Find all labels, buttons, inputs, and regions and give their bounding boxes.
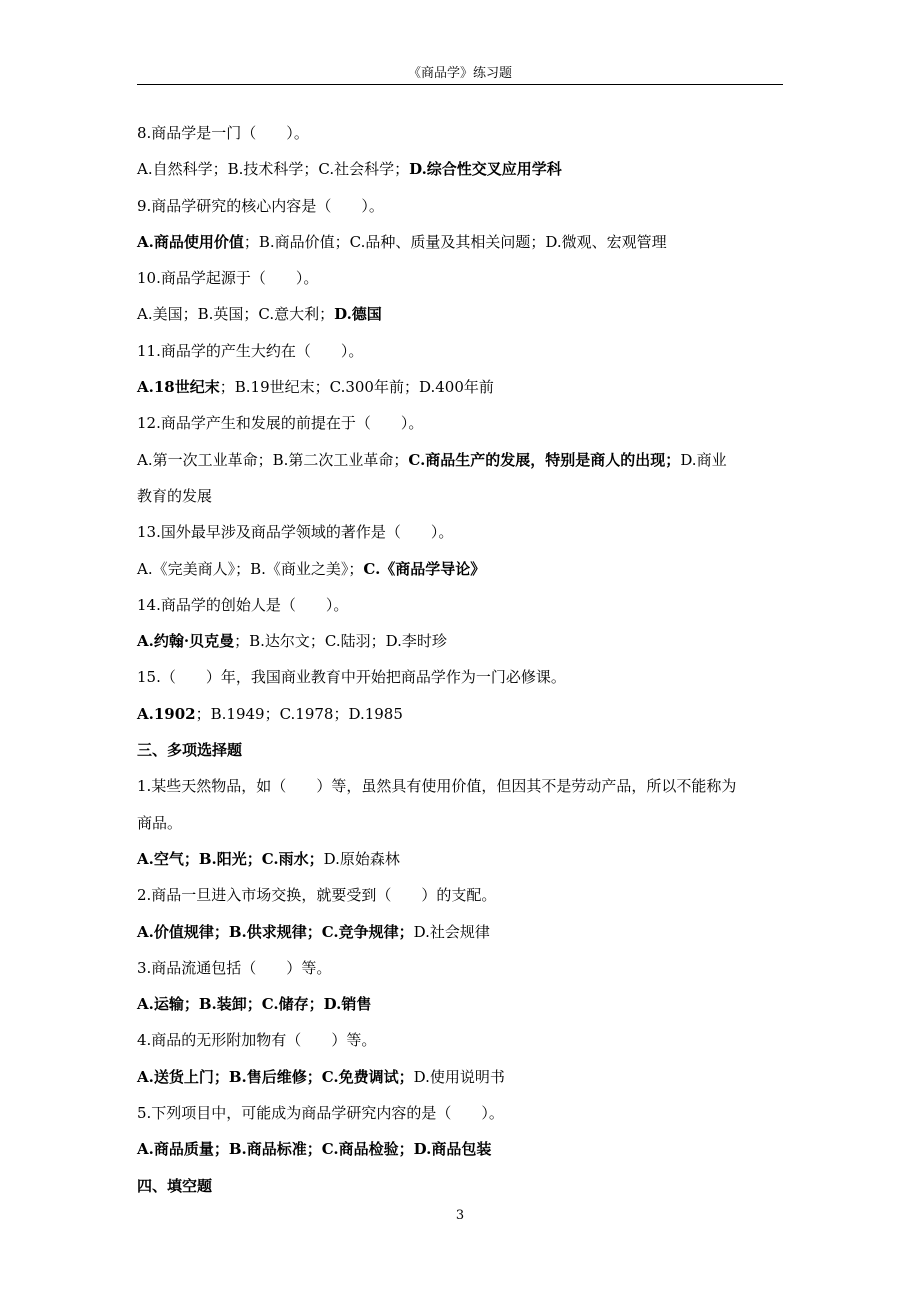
answer-options-line <box>137 1059 787 1095</box>
text-segment: D.商业 <box>680 450 727 469</box>
bold-answer-text: A.价值规律；B.供求规律；C.竞争规律； <box>137 922 414 941</box>
text-segment: ；B.19世纪末；C.300年前；D.400年前 <box>219 378 494 397</box>
question-line <box>137 405 787 441</box>
bold-answer-text: D.德国 <box>334 305 382 324</box>
bold-answer-text: A.1902 <box>137 704 196 723</box>
text-segment: 15.（ ）年，我国商业教育中开始把商品学作为一门必修课。 <box>137 668 566 687</box>
answer-options-line <box>137 1131 787 1167</box>
question-line <box>137 1022 787 1058</box>
text-segment: 2.商品一旦进入市场交换，就要受到（ ）的支配。 <box>137 886 497 905</box>
text-segment: 11.商品学的产生大约在（ ）。 <box>137 341 364 360</box>
text-segment: A.第一次工业革命；B.第二次工业革命； <box>137 450 409 469</box>
bold-answer-text: A.18世纪末 <box>137 378 220 397</box>
text-segment: A.《完美商人》；B.《商业之美》； <box>137 559 364 578</box>
answer-options-line <box>137 478 787 514</box>
answer-options-line <box>137 914 787 950</box>
question-line <box>137 188 787 224</box>
text-segment: 4.商品的无形附加物有（ ）等。 <box>137 1031 377 1050</box>
text-segment: A.美国；B.英国；C.意大利； <box>137 305 335 324</box>
bold-answer-text: D.综合性交叉应用学科 <box>409 160 562 179</box>
page-number: 3 <box>455 1208 465 1223</box>
text-segment: A.自然科学；B.技术科学；C.社会科学； <box>137 160 410 179</box>
text-segment: D.使用说明书 <box>413 1067 505 1086</box>
text-segment: 12.商品学产生和发展的前提在于（ ）。 <box>137 414 424 433</box>
text-segment: ；B.商品价值；C.品种、质量及其相关问题；D.微观、宏观管理 <box>243 232 667 251</box>
bold-answer-text: C.商品生产的发展，特别是商人的出现； <box>408 450 681 469</box>
answer-options-line <box>137 442 787 478</box>
question-line <box>137 950 787 986</box>
text-segment: D.原始森林 <box>323 849 400 868</box>
question-line <box>137 514 787 550</box>
text-segment: 5.下列项目中，可能成为商品学研究内容的是（ ）。 <box>137 1104 504 1123</box>
question-line <box>137 260 787 296</box>
question-line <box>137 115 787 151</box>
text-segment: 13.国外最早涉及商品学领域的著作是（ ）。 <box>137 523 454 542</box>
bold-answer-text: A.商品质量；B.商品标准；C.商品检验；D.商品包装 <box>137 1140 492 1159</box>
text-segment: 商品。 <box>137 813 183 832</box>
bold-answer-text: A.约翰·贝克曼 <box>137 632 235 651</box>
bold-answer-text: 三、多项选择题 <box>137 741 243 760</box>
text-segment: 8.商品学是一门（ ）。 <box>137 124 309 142</box>
text-segment: 10.商品学起源于（ ）。 <box>137 269 319 288</box>
text-segment: 14.商品学的创始人是（ ）。 <box>137 595 349 614</box>
answer-options-line <box>137 986 787 1022</box>
bold-answer-text: A.送货上门；B.售后维修；C.免费调试； <box>137 1067 414 1086</box>
bold-answer-text: A.商品使用价值 <box>137 232 244 251</box>
page-header-title: 《商品学》练习题 <box>407 66 512 81</box>
answer-options-line <box>137 696 787 732</box>
text-segment: ；B.1949；C.1978；D.1985 <box>195 704 403 723</box>
text-segment: D.社会规律 <box>413 922 490 941</box>
question-line <box>137 768 787 804</box>
question-line <box>137 877 787 913</box>
question-line <box>137 587 787 623</box>
section-heading <box>137 1168 787 1204</box>
answer-options-line <box>137 551 787 587</box>
header-divider <box>137 84 783 85</box>
answer-options-line <box>137 841 787 877</box>
section-heading <box>137 732 787 768</box>
question-line <box>137 1095 787 1131</box>
text-segment: 3.商品流通包括（ ）等。 <box>137 958 332 977</box>
bold-answer-text: A.空气；B.阳光；C.雨水； <box>137 849 324 868</box>
text-segment: 教育的发展 <box>137 486 213 505</box>
answer-options-line <box>137 296 787 332</box>
question-line <box>137 659 787 695</box>
answer-options-line <box>137 151 787 187</box>
answer-options-line <box>137 623 787 659</box>
question-line <box>137 333 787 369</box>
text-segment: 9.商品学研究的核心内容是（ ）。 <box>137 196 384 215</box>
text-segment: ；B.达尔文；C.陆羽；D.李时珍 <box>234 632 447 651</box>
bold-answer-text: 四、填空题 <box>137 1176 213 1195</box>
bold-answer-text: C.《商品学导论》 <box>363 559 486 578</box>
question-line <box>137 805 787 841</box>
bold-answer-text: A.运输；B.装卸；C.储存；D.销售 <box>137 995 372 1014</box>
text-segment: 1.某些天然物品，如（ ）等，虽然具有使用价值，但因其不是劳动产品，所以不能称为 <box>137 777 737 796</box>
answer-options-line <box>137 224 787 260</box>
document-body <box>137 115 787 1204</box>
answer-options-line <box>137 369 787 405</box>
